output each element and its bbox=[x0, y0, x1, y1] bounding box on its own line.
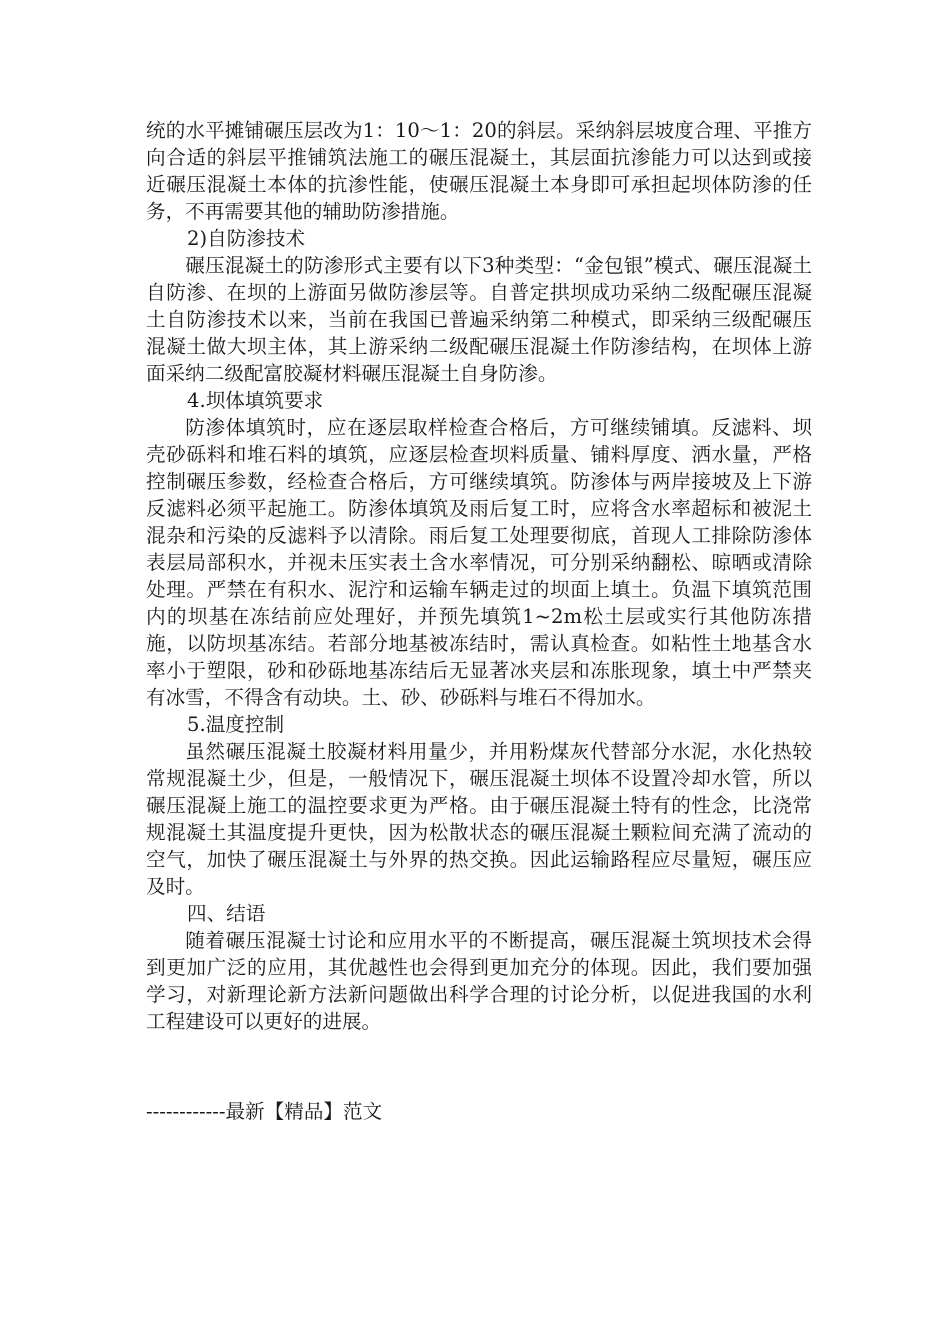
paragraph-seepage-forms: 碾压混凝土的防渗形式主要有以下3种类型：“金包银”模式、碾压混凝土自防渗、在坝的上游面另做防渗层等。自普定拱坝成功采纳二级配碾压混凝土自防渗技术以来，当前在我国已普遍采纳第二种模式，即采纳三级配碾压混凝土做大坝主体，其上游采纳二级配碾压混凝土作防渗结构，在坝体上游面采纳二级配富胶凝材料碾压混凝土自身防渗。 bbox=[146, 254, 812, 385]
paragraph-slope-layer: 统的水平摊铺碾压层改为1：10～1：20的斜层。采纳斜层坡度合理、平推方向合适的斜层平推铺筑法施工的碾压混凝土，其层面抗渗能力可以达到或接近碾压混凝土本体的抗渗性能，使碾压混凝土本身即可承担起坝体防渗的任务，不再需要其他的辅助防渗措施。 bbox=[146, 119, 812, 223]
paragraph-temperature: 虽然碾压混凝土胶凝材料用量少，并用粉煤灰代替部分水泥，水化热较常规混凝土少，但是，一般情况下，碾压混凝土坝体不设置冷却水管，所以碾压混凝上施工的温控要求更为严格。由于碾压混凝土特有的性念，比浇常规混凝土其温度提升更快，因为松散状态的碾压混凝土颗粒间充满了流动的空气，加快了碾压混凝土与外界的热交换。因此运输路程应尽量短，碾压应及时。 bbox=[146, 740, 812, 898]
document-body bbox=[146, 117, 812, 1035]
paragraph-conclusion: 随着碾压混凝士讨论和应用水平的不断提高，碾压混凝土筑坝技术会得到更加广泛的应用，其优越性也会得到更加充分的体现。因此，我们要加强学习，对新理论新方法新问题做出科学合理的讨论分析，以促进我国的水利工程建设可以更好的进展。 bbox=[146, 929, 812, 1033]
heading-self-seepage: 2)自防渗技术 bbox=[187, 227, 306, 250]
footer-label: ------------最新【精品】范文 bbox=[146, 1100, 383, 1123]
heading-dam-filling: 4.坝体填筑要求 bbox=[187, 389, 324, 412]
heading-temperature-control: 5.温度控制 bbox=[187, 713, 285, 736]
heading-conclusion: 四、结语 bbox=[187, 902, 266, 925]
paragraph-filling-requirements: 防渗体填筑时，应在逐层取样检查合格后，方可继续铺填。反滤料、坝壳砂砾料和堆石料的填筑，应逐层检查坝料质量、铺料厚度、洒水量，严格控制碾压参数，经检查合格后，方可继续填筑。防渗体与两岸接坡及上下游反滤料必须平起施工。防渗体填筑及雨后复工时，应将含水率超标和被泥土混杂和污染的反滤料予以清除。雨后复工处理要彻底，首现人工排除防渗体表层局部积水，并视未压实表土含水率情况，可分别采纳翻松、晾晒或清除处理。严禁在有积水、泥泞和运输车辆走过的坝面上填土。负温下填筑范围内的坝基在冻结前应处理好，并预先填筑1~2m松土层或实行其他防冻措施，以防坝基冻结。若部分地基被冻结时，需认真检查。如粘性土地基含水率小于塑限，砂和砂砾地基冻结后无显著冰夹层和冻胀现象，填土中严禁夹有冰雪，不得含有动块。土、砂、砂砾料与堆石不得加水。 bbox=[146, 416, 812, 709]
